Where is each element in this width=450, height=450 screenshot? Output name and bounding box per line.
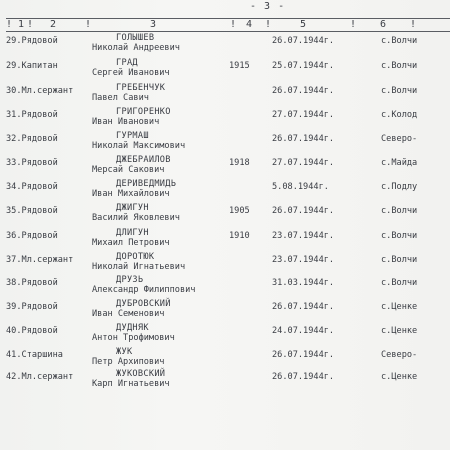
header-sep: ! [265,19,272,30]
header-col-3: 3 [150,19,157,30]
surname-cell: ГОЛЫШЕВ [116,33,155,43]
header-col-2: 2 [50,19,57,30]
table-row [0,104,450,130]
date-cell: 31.03.1944г. [272,278,335,288]
rank-cell: 36.Рядовой [6,231,58,241]
surname-cell: ДУДНЯК [116,323,149,333]
place-cell: с.Волчи [381,36,418,46]
table-row [0,272,450,298]
table-row [0,55,450,81]
birth-year-cell: 1910 [229,231,250,241]
given-name-cell: Павел Савич [92,93,149,103]
header-col-1: 1 [18,19,25,30]
table-row [0,176,450,202]
place-cell: с.Колод [381,110,418,120]
surname-cell: ГУРМАШ [116,131,149,141]
place-cell: с.Волчи [381,206,418,216]
header-sep: ! [85,19,92,30]
header-col-6: 6 [380,19,387,30]
given-name-cell: Иван Иванович [92,117,160,127]
date-cell: 26.07.1944г. [272,302,335,312]
table-row [0,80,450,106]
surname-cell: ДЕРИВЕДМИДЬ [116,179,177,189]
given-name-cell: Сергей Иванович [92,68,170,78]
place-cell: с.Ценке [381,326,418,336]
surname-cell: ДОРОТЮК [116,252,155,262]
header-col-4: 4 [246,19,253,30]
place-cell: с.Волчи [381,231,418,241]
surname-cell: ДРУЗЬ [116,275,144,285]
surname-cell: ГРЕБЕНЧУК [116,83,166,93]
surname-cell: ДЖИГУН [116,203,149,213]
birth-year-cell: 1905 [229,206,250,216]
rank-cell: 34.Рядовой [6,182,58,192]
header-sep: ! [230,19,237,30]
surname-cell: ДЖЕБРАИЛОВ [116,155,171,165]
rank-cell: 33.Рядовой [6,158,58,168]
date-cell: 27.07.1944г. [272,110,335,120]
date-cell: 23.07.1944г. [272,255,335,265]
surname-cell: ДЛИГУН [116,228,149,238]
given-name-cell: Василий Яковлевич [92,213,180,223]
table-row [0,152,450,178]
place-cell: Северо- [381,350,418,360]
table-row [0,128,450,154]
date-cell: 26.07.1944г. [272,134,335,144]
rank-cell: 39.Рядовой [6,302,58,312]
rank-cell: 30.Мл.сержант [6,86,74,96]
place-cell: Северо- [381,134,418,144]
column-header-row [0,19,450,30]
date-cell: 26.07.1944г. [272,86,335,96]
surname-cell: ГРАД [116,58,138,68]
birth-year-cell: 1918 [229,158,250,168]
rank-cell: 35.Рядовой [6,206,58,216]
given-name-cell: Карп Игнатьевич [92,379,170,389]
place-cell: с.Майда [381,158,418,168]
given-name-cell: Антон Трофимович [92,333,175,343]
date-cell: 26.07.1944г. [272,372,335,382]
header-sep: ! [6,19,13,30]
place-cell: с.Подлу [381,182,418,192]
rank-cell: 38.Рядовой [6,278,58,288]
given-name-cell: Михаил Петрович [92,238,170,248]
place-cell: с.Ценке [381,302,418,312]
place-cell: с.Волчи [381,86,418,96]
given-name-cell: Николай Игнатьевич [92,262,186,272]
surname-cell: ДУБРОВСКИЙ [116,299,171,309]
date-cell: 27.07.1944г. [272,158,335,168]
header-sep: ! [350,19,357,30]
rank-cell: 37.Мл.сержант [6,255,74,265]
place-cell: с.Волчи [381,278,418,288]
page-number: - 3 - [250,1,286,12]
table-row [0,366,450,392]
rank-cell: 29.Капитан [6,61,58,71]
given-name-cell: Мерсай Сакович [92,165,165,175]
surname-cell: ЖУК [116,347,133,357]
header-col-5: 5 [300,19,307,30]
birth-year-cell: 1915 [229,61,250,71]
date-cell: 26.07.1944г. [272,350,335,360]
given-name-cell: Иван Семенович [92,309,165,319]
date-cell: 25.07.1944г. [272,61,335,71]
table-row [0,225,450,251]
given-name-cell: Петр Архипович [92,357,165,367]
header-sep: ! [410,19,417,30]
given-name-cell: Николай Максимович [92,141,186,151]
rank-cell: 40.Рядовой [6,326,58,336]
date-cell: 24.07.1944г. [272,326,335,336]
rank-cell: 29.Рядовой [6,36,58,46]
surname-cell: ЖУКОВСКИЙ [116,369,166,379]
given-name-cell: Иван Михайлович [92,189,170,199]
given-name-cell: Александр Филиппович [92,285,196,295]
surname-cell: ГРИГОРЕНКО [116,107,171,117]
date-cell: 23.07.1944г. [272,231,335,241]
place-cell: с.Волчи [381,61,418,71]
place-cell: с.Ценке [381,372,418,382]
table-row [0,200,450,226]
rank-cell: 41.Старшина [6,350,63,360]
table-row [0,30,450,56]
date-cell: 5.08.1944г. [272,182,329,192]
given-name-cell: Николай Андреевич [92,43,180,53]
header-sep: ! [27,19,34,30]
date-cell: 26.07.1944г. [272,206,335,216]
place-cell: с.Волчи [381,255,418,265]
rank-cell: 31.Рядовой [6,110,58,120]
table-row [0,296,450,322]
date-cell: 26.07.1944г. [272,36,335,46]
rank-cell: 32.Рядовой [6,134,58,144]
table-row [0,320,450,346]
rank-cell: 42.Мл.сержант [6,372,74,382]
